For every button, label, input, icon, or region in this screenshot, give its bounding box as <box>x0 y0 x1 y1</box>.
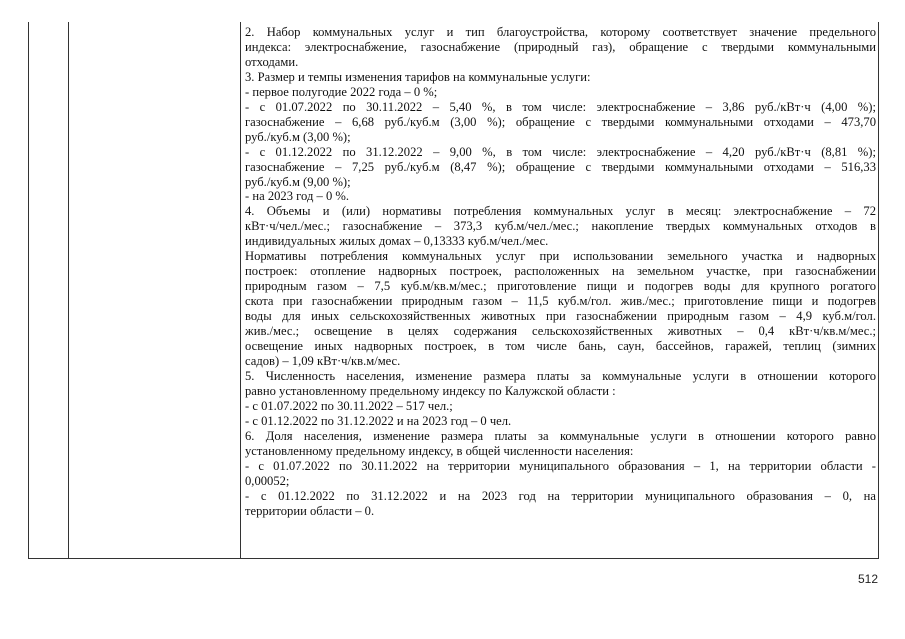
text-line: - с 01.07.2022 по 30.11.2022 – 517 чел.; <box>245 398 453 413</box>
text-line: - с 01.12.2022 по 31.12.2022 и на 2023 год – 0 чел. <box>245 413 512 428</box>
text-line: - на 2023 год – 0 %. <box>245 189 350 204</box>
text-line: 2. Набор коммунальных услуг и тип благоустройства, которому соответствует значение предельного <box>245 25 876 39</box>
text-line: - с 01.07.2022 по 30.11.2022 – 5,40 %, в том числе: электроснабжение – 3,86 руб./кВт·ч (4,00 %); <box>245 99 876 114</box>
text-line: установленному предельному индексу, в общей численности населения: <box>245 443 634 458</box>
text-line: 5. Численность населения, изменение размера платы за коммунальные услуги в отношении которого <box>245 368 876 383</box>
text-line: - с 01.12.2022 по 31.12.2022 – 9,00 %, в том числе: электроснабжение – 4,20 руб./кВт·ч (8,81 %); <box>245 144 876 159</box>
text-line: садов) – 1,09 кВт·ч/кв.м/мес. <box>245 353 401 368</box>
text-line: 4. Объемы и (или) нормативы потребления коммунальных услуг в месяц: электроснабжение – 72 <box>245 204 876 219</box>
text-line: 0,00052; <box>245 473 290 488</box>
text-line: руб./куб.м (9,00 %); <box>245 174 351 189</box>
text-line: территории области – 0. <box>245 503 375 518</box>
text-line: газоснабжение – 6,68 руб./куб.м (3,00 %); обращение с твердыми коммунальными отходами – 473,70 <box>245 114 876 129</box>
table-text-cell <box>245 25 876 518</box>
text-line: газоснабжение – 7,25 руб./куб.м (8,47 %); обращение с твердыми коммунальными отходами – 516,33 <box>245 159 876 174</box>
table-column-divider-1 <box>68 22 69 558</box>
text-line: скота при газоснабжении природным газом – 11,5 куб.м/гол. жив./мес.; приготовление пищи и подогрев <box>245 294 876 309</box>
content-table <box>28 22 879 559</box>
text-line: индивидуальных жилых домах – 0,13333 куб.м/чел./мес. <box>245 234 549 249</box>
text-line: 6. Доля населения, изменение размера платы за коммунальные услуги в отношении которого равно <box>245 428 876 443</box>
text-line: кВт·ч/чел./мес.; газоснабжение – 373,3 куб.м/чел./мес.; накопление твердых коммунальных отходов в <box>245 219 876 234</box>
text-line: Нормативы потребления коммунальных услуг при использовании земельного участка и надворных <box>245 249 876 264</box>
text-line: отходами. <box>245 54 299 69</box>
table-column-divider-2 <box>240 22 241 558</box>
text-line: природным газом – 7,5 куб.м/кв.м/мес.; приготовление пищи и подогрев воды для крупного рогатого <box>245 279 876 294</box>
text-line: 3. Размер и темпы изменения тарифов на коммунальные услуги: <box>245 69 591 84</box>
text-line: - с 01.12.2022 по 31.12.2022 и на 2023 год на территории муниципального образования – 0, на <box>245 488 876 503</box>
text-line: индекса: электроснабжение, газоснабжение (природный газ), обращение с твердыми коммунальными <box>245 39 876 54</box>
text-line: равно установленному предельному индексу по Калужской области : <box>245 383 616 398</box>
text-line: воды для иных сельскохозяйственных животных при газоснабжении природным газом – 4,9 куб.м/гол. <box>245 309 876 324</box>
text-line: - с 01.07.2022 по 30.11.2022 на территории муниципального образования – 1, на территории области - <box>245 458 876 473</box>
text-line: жив./мес.; освещение в целях содержания сельскохозяйственных животных – 0,4 кВт·ч/кв.м/мес.; <box>245 324 876 339</box>
text-line: освещение иных надворных построек, в том числе бань, саун, бассейнов, гаражей, теплиц (зимних <box>245 339 876 354</box>
text-line: - первое полугодие 2022 года – 0 %; <box>245 84 438 99</box>
text-line: построек: отопление надворных построек, расположенных на земельном участке, при газоснабжении <box>245 264 876 279</box>
text-line: руб./куб.м (3,00 %); <box>245 129 351 144</box>
page-number: 512 <box>857 572 878 586</box>
